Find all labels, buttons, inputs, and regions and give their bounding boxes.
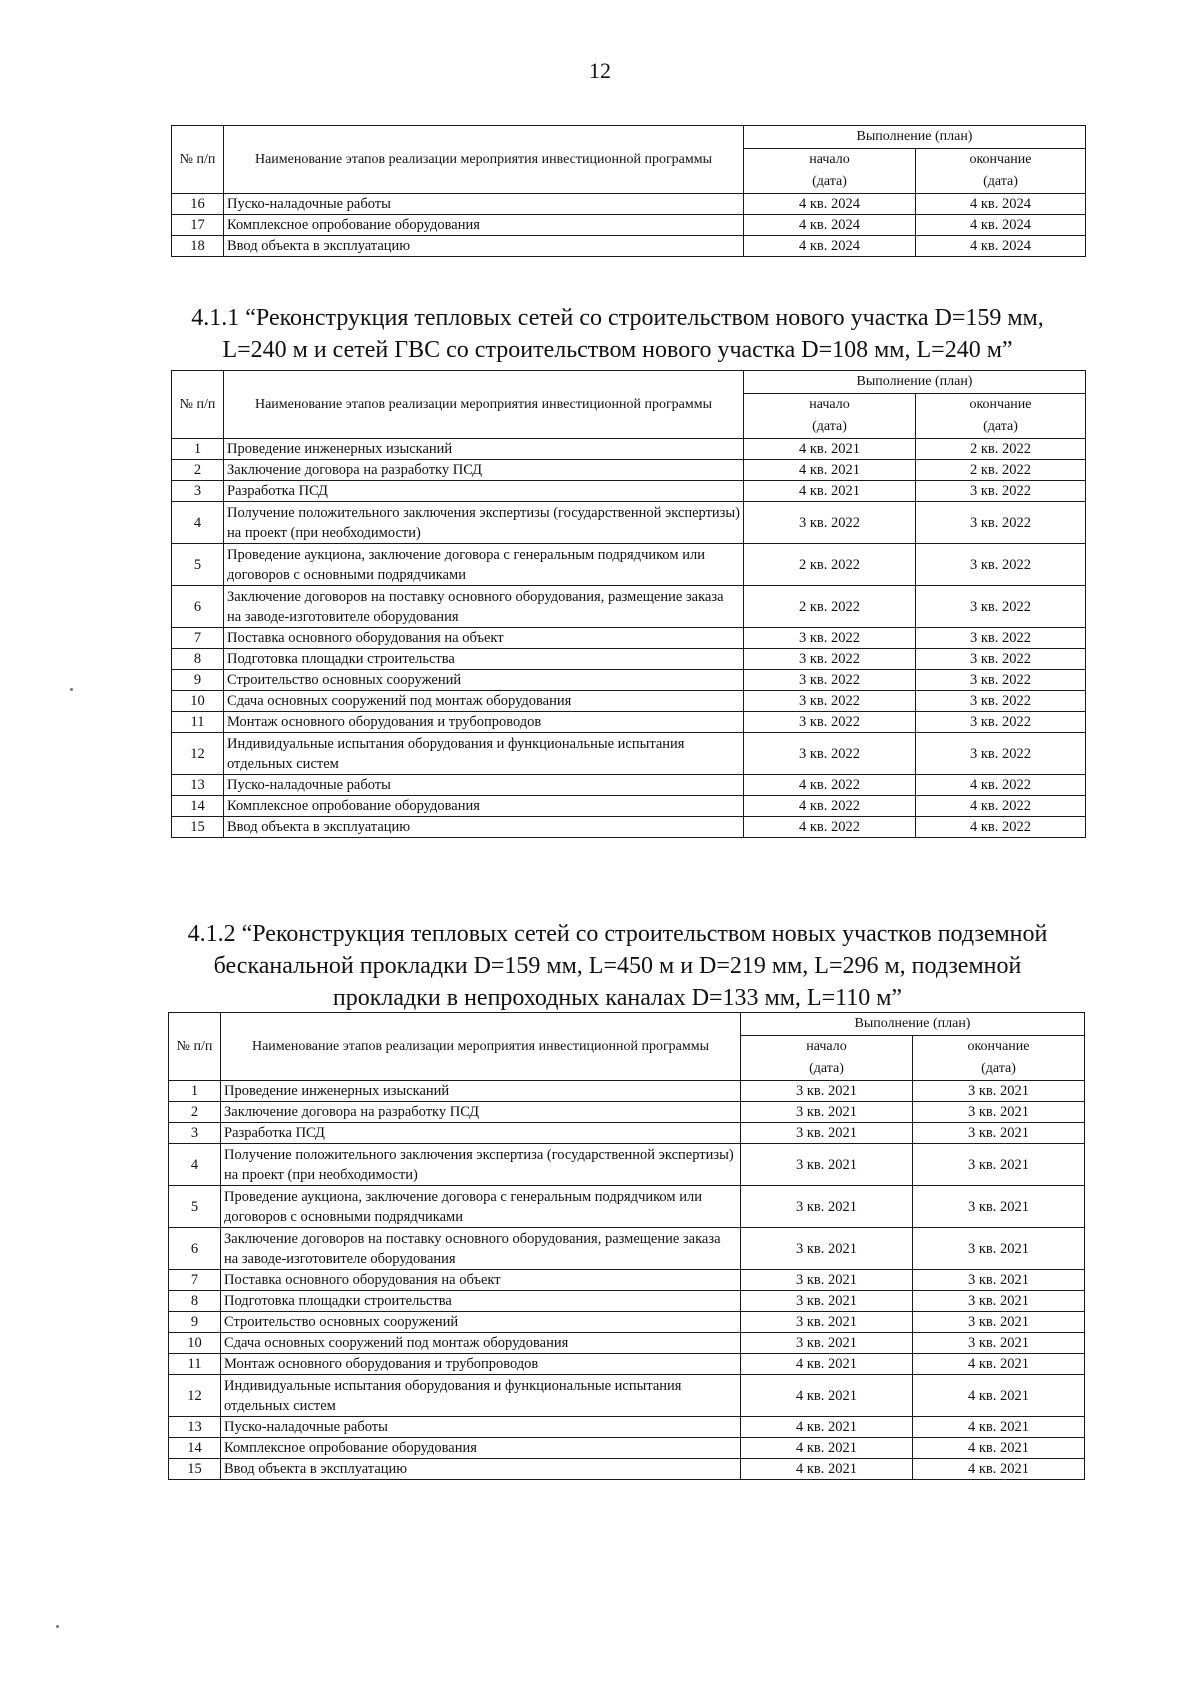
row-start-date: 3 кв. 2022 [744,712,916,733]
row-start-date: 3 кв. 2022 [744,733,916,775]
row-number: 9 [169,1312,221,1333]
col-num-header: № п/п [169,1013,221,1081]
row-end-date: 4 кв. 2021 [913,1459,1085,1480]
table-row [169,1228,1085,1270]
row-stage-name: Пуско-наладочные работы [221,1417,741,1438]
row-end-date: 3 кв. 2021 [913,1081,1085,1102]
table-row [172,502,1086,544]
table-row [169,1312,1085,1333]
row-end-date: 3 кв. 2021 [913,1186,1085,1228]
row-number: 8 [172,649,224,670]
page-number: 12 [589,58,611,83]
section-2-title: 4.1.2 “Реконструкция тепловых сетей со строительством новых участков подземной бесканальной прокладки D=159 мм, L=450 м и D=219 мм, L=296 м, подземной прокладки в непроходных каналах D=133 мм, L=110 м” [187,921,1048,1011]
col-end-header: окончание (дата) [916,149,1086,194]
row-stage-name: Заключение договоров на поставку основного оборудования, размещение заказа на заводе-изготовителе оборудования [224,586,744,628]
row-end-date: 4 кв. 2022 [916,796,1086,817]
table-row [169,1081,1085,1102]
col-end-header: окончание (дата) [913,1036,1085,1081]
col-exec-header: Выполнение (план) [741,1013,1085,1036]
row-end-date: 3 кв. 2022 [916,670,1086,691]
row-end-date: 3 кв. 2022 [916,544,1086,586]
table-row [172,775,1086,796]
row-stage-name: Сдача основных сооружений под монтаж оборудования [221,1333,741,1354]
row-start-date: 2 кв. 2022 [744,544,916,586]
row-end-date: 4 кв. 2024 [916,236,1086,257]
table-row [169,1102,1085,1123]
row-stage-name: Заключение договора на разработку ПСД [224,460,744,481]
row-end-date: 3 кв. 2022 [916,502,1086,544]
row-end-date: 3 кв. 2022 [916,649,1086,670]
row-number: 17 [172,215,224,236]
row-stage-name: Поставка основного оборудования на объект [224,628,744,649]
row-number: 3 [172,481,224,502]
row-start-date: 3 кв. 2021 [741,1291,913,1312]
table-row [172,796,1086,817]
table-row [169,1354,1085,1375]
row-start-date: 3 кв. 2021 [741,1144,913,1186]
row-start-date: 4 кв. 2021 [741,1354,913,1375]
row-number: 16 [172,194,224,215]
row-start-date: 3 кв. 2021 [741,1102,913,1123]
row-number: 7 [169,1270,221,1291]
row-stage-name: Проведение аукциона, заключение договора с генеральным подрядчиком или договоров с основными подрядчиками [221,1186,741,1228]
table-row [169,1333,1085,1354]
row-number: 13 [169,1417,221,1438]
row-stage-name: Ввод объекта в эксплуатацию [224,817,744,838]
row-number: 1 [172,439,224,460]
row-stage-name: Подготовка площадки строительства [224,649,744,670]
row-number: 12 [169,1375,221,1417]
table-row [169,1417,1085,1438]
row-end-date: 3 кв. 2021 [913,1228,1085,1270]
row-number: 14 [172,796,224,817]
table-row [169,1270,1085,1291]
table-section-2 [168,1012,1085,1480]
row-end-date: 4 кв. 2024 [916,215,1086,236]
table-row [172,481,1086,502]
row-start-date: 3 кв. 2022 [744,628,916,649]
row-number: 2 [172,460,224,481]
table-row [172,215,1086,236]
row-number: 11 [172,712,224,733]
col-num-header: № п/п [172,371,224,439]
row-stage-name: Заключение договора на разработку ПСД [221,1102,741,1123]
row-start-date: 4 кв. 2021 [744,439,916,460]
row-end-date: 3 кв. 2021 [913,1333,1085,1354]
row-end-date: 3 кв. 2022 [916,733,1086,775]
row-stage-name: Проведение инженерных изысканий [224,439,744,460]
table-row [172,733,1086,775]
row-end-date: 4 кв. 2022 [916,817,1086,838]
row-end-date: 3 кв. 2021 [913,1291,1085,1312]
scan-speck [56,1625,59,1628]
row-end-date: 4 кв. 2022 [916,775,1086,796]
table-section-1 [171,370,1086,838]
row-stage-name: Заключение договоров на поставку основного оборудования, размещение заказа на заводе-изготовителе оборудования [221,1228,741,1270]
row-start-date: 3 кв. 2021 [741,1123,913,1144]
row-number: 1 [169,1081,221,1102]
row-number: 4 [172,502,224,544]
row-end-date: 3 кв. 2021 [913,1312,1085,1333]
scan-speck [70,688,73,691]
row-number: 5 [172,544,224,586]
table-row [169,1291,1085,1312]
row-number: 5 [169,1186,221,1228]
row-stage-name: Проведение аукциона, заключение договора с генеральным подрядчиком или договоров с основными подрядчиками [224,544,744,586]
row-end-date: 3 кв. 2021 [913,1102,1085,1123]
table-row [172,817,1086,838]
row-end-date: 3 кв. 2022 [916,481,1086,502]
row-start-date: 3 кв. 2021 [741,1186,913,1228]
col-exec-header: Выполнение (план) [744,371,1086,394]
row-start-date: 3 кв. 2022 [744,691,916,712]
row-start-date: 3 кв. 2022 [744,502,916,544]
row-start-date: 4 кв. 2021 [741,1417,913,1438]
table-row [169,1375,1085,1417]
col-end-header: окончание (дата) [916,394,1086,439]
row-end-date: 3 кв. 2022 [916,691,1086,712]
table-row [172,670,1086,691]
row-stage-name: Комплексное опробование оборудования [224,796,744,817]
row-start-date: 2 кв. 2022 [744,586,916,628]
row-end-date: 2 кв. 2022 [916,460,1086,481]
table-row [172,649,1086,670]
row-number: 6 [169,1228,221,1270]
table-row [172,194,1086,215]
row-start-date: 3 кв. 2021 [741,1312,913,1333]
row-number: 12 [172,733,224,775]
row-end-date: 3 кв. 2021 [913,1270,1085,1291]
row-start-date: 3 кв. 2022 [744,649,916,670]
row-end-date: 3 кв. 2021 [913,1123,1085,1144]
table-row [172,460,1086,481]
row-stage-name: Индивидуальные испытания оборудования и функциональные испытания отдельных систем [221,1375,741,1417]
row-stage-name: Разработка ПСД [221,1123,741,1144]
row-end-date: 3 кв. 2022 [916,586,1086,628]
row-start-date: 4 кв. 2022 [744,796,916,817]
row-stage-name: Разработка ПСД [224,481,744,502]
row-stage-name: Монтаж основного оборудования и трубопроводов [224,712,744,733]
row-end-date: 4 кв. 2021 [913,1354,1085,1375]
table-row [172,586,1086,628]
col-start-header: начало (дата) [741,1036,913,1081]
table-top-block [171,125,1086,257]
table-row [172,544,1086,586]
table-top [171,125,1086,257]
row-number: 6 [172,586,224,628]
row-start-date: 4 кв. 2022 [744,817,916,838]
row-stage-name: Строительство основных сооружений [221,1312,741,1333]
row-start-date: 3 кв. 2021 [741,1333,913,1354]
table-row [172,439,1086,460]
row-stage-name: Строительство основных сооружений [224,670,744,691]
row-start-date: 4 кв. 2022 [744,775,916,796]
col-start-header: начало (дата) [744,394,916,439]
row-number: 13 [172,775,224,796]
row-stage-name: Индивидуальные испытания оборудования и функциональные испытания отдельных систем [224,733,744,775]
row-number: 7 [172,628,224,649]
row-stage-name: Пуско-наладочные работы [224,194,744,215]
table-2-block [168,1012,1085,1480]
row-start-date: 3 кв. 2021 [741,1228,913,1270]
row-start-date: 3 кв. 2022 [744,670,916,691]
row-end-date: 3 кв. 2022 [916,628,1086,649]
row-stage-name: Комплексное опробование оборудования [224,215,744,236]
row-number: 3 [169,1123,221,1144]
col-name-header: Наименование этапов реализации мероприятия инвестиционной программы [224,371,744,439]
row-end-date: 4 кв. 2021 [913,1375,1085,1417]
col-start-header: начало (дата) [744,149,916,194]
row-stage-name: Поставка основного оборудования на объект [221,1270,741,1291]
row-stage-name: Проведение инженерных изысканий [221,1081,741,1102]
row-end-date: 4 кв. 2021 [913,1438,1085,1459]
row-stage-name: Монтаж основного оборудования и трубопроводов [221,1354,741,1375]
row-stage-name: Подготовка площадки строительства [221,1291,741,1312]
table-row [169,1459,1085,1480]
table-row [172,712,1086,733]
table-row [172,691,1086,712]
row-number: 9 [172,670,224,691]
row-number: 4 [169,1144,221,1186]
row-number: 10 [169,1333,221,1354]
table-row [172,236,1086,257]
row-number: 10 [172,691,224,712]
row-number: 15 [172,817,224,838]
row-number: 15 [169,1459,221,1480]
row-end-date: 4 кв. 2021 [913,1417,1085,1438]
col-name-header: Наименование этапов реализации мероприятия инвестиционной программы [221,1013,741,1081]
row-start-date: 4 кв. 2024 [744,236,916,257]
row-start-date: 4 кв. 2021 [741,1438,913,1459]
row-end-date: 4 кв. 2024 [916,194,1086,215]
section-1-title: 4.1.1 “Реконструкция тепловых сетей со строительством нового участка D=159 мм, L=240 м и сетей ГВС со строительством нового участка D=108 мм, L=240 м” [191,305,1044,363]
row-stage-name: Получение положительного заключения экспертизы (государственной экспертизы) на проект (при необходимости) [224,502,744,544]
row-stage-name: Получение положительного заключения экспертиза (государственной экспертизы) на проект (при необходимости) [221,1144,741,1186]
row-stage-name: Пуско-наладочные работы [224,775,744,796]
table-row [169,1186,1085,1228]
table-row [169,1144,1085,1186]
col-name-header: Наименование этапов реализации мероприятия инвестиционной программы [224,126,744,194]
col-num-header: № п/п [172,126,224,194]
row-end-date: 3 кв. 2021 [913,1144,1085,1186]
row-stage-name: Комплексное опробование оборудования [221,1438,741,1459]
row-start-date: 4 кв. 2024 [744,194,916,215]
row-start-date: 4 кв. 2021 [744,460,916,481]
table-row [169,1438,1085,1459]
row-end-date: 3 кв. 2022 [916,712,1086,733]
row-stage-name: Ввод объекта в эксплуатацию [221,1459,741,1480]
row-number: 18 [172,236,224,257]
row-start-date: 4 кв. 2021 [744,481,916,502]
table-row [172,628,1086,649]
row-end-date: 2 кв. 2022 [916,439,1086,460]
row-number: 11 [169,1354,221,1375]
row-start-date: 3 кв. 2021 [741,1081,913,1102]
row-number: 14 [169,1438,221,1459]
row-start-date: 4 кв. 2024 [744,215,916,236]
table-row [169,1123,1085,1144]
col-exec-header: Выполнение (план) [744,126,1086,149]
row-number: 8 [169,1291,221,1312]
row-stage-name: Ввод объекта в эксплуатацию [224,236,744,257]
row-start-date: 3 кв. 2021 [741,1270,913,1291]
table-1-block [171,370,1086,838]
row-start-date: 4 кв. 2021 [741,1375,913,1417]
row-start-date: 4 кв. 2021 [741,1459,913,1480]
row-stage-name: Сдача основных сооружений под монтаж оборудования [224,691,744,712]
row-number: 2 [169,1102,221,1123]
